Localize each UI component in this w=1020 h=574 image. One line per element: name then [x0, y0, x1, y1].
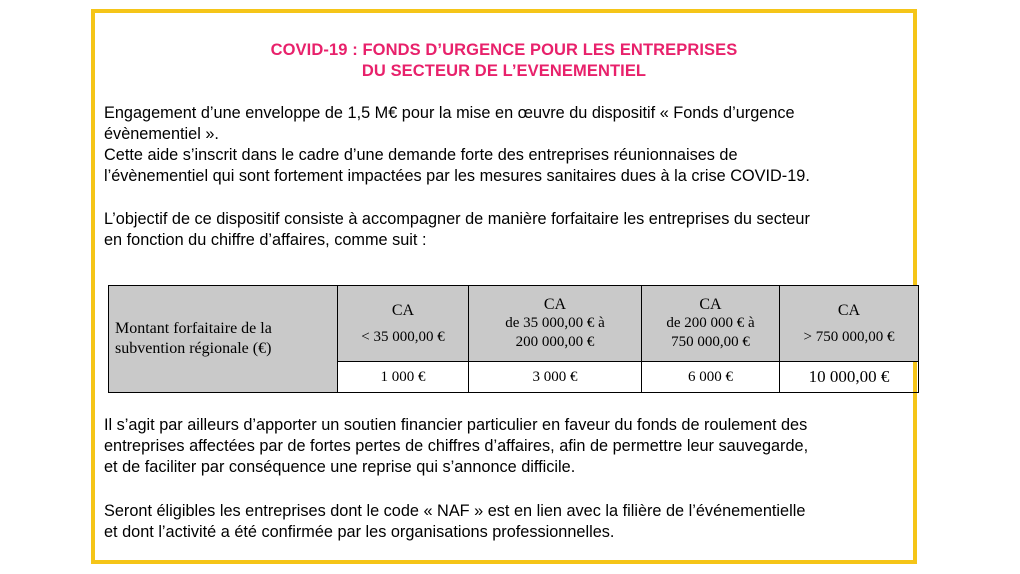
row-label-cell	[109, 286, 338, 393]
ca-label: CA	[543, 296, 567, 313]
range-label: de 35 000,00 € à	[505, 315, 605, 331]
text-line: Engagement d’une enveloppe de 1,5 M€ pour la mise en œuvre du dispositif « Fonds d’urgence	[104, 104, 795, 122]
text-line: entreprises affectées par de fortes pertes de chiffres d’affaires, afin de permettre leur sauvegarde,	[104, 437, 809, 455]
paragraph-engagement	[104, 103, 911, 187]
table-header-row	[109, 286, 919, 362]
range-label: < 35 000,00 €	[361, 328, 445, 345]
document-frame	[91, 9, 917, 564]
text-line: en fonction du chiffre d’affaires, comme suit :	[104, 231, 427, 249]
value-cell-2: 3 000 €	[469, 362, 642, 393]
text-line: évènementiel ».	[104, 125, 219, 143]
text-line: L’objectif de ce dispositif consiste à accompagner de manière forfaitaire les entreprises du secteur	[104, 210, 810, 228]
range-label: 200 000,00 €	[515, 334, 595, 350]
document-title	[95, 40, 913, 82]
header-cell-2	[469, 286, 642, 362]
paragraph-eligibility	[104, 501, 911, 543]
header-cell-3	[642, 286, 780, 362]
subsidy-table	[108, 285, 919, 393]
text-line: Il s’agit par ailleurs d’apporter un soutien financier particulier en faveur du fonds de roulement des	[104, 416, 808, 434]
text-line: et de faciliter par conséquence une reprise qui s’annonce difficile.	[104, 458, 576, 476]
value-cell-4: 10 000,00 €	[780, 362, 919, 393]
paragraph-objective	[104, 209, 911, 251]
text-line: Seront éligibles les entreprises dont le code « NAF » est en lien avec la filière de l’événementielle	[104, 502, 806, 520]
range-label: 750 000,00 €	[671, 334, 750, 350]
ca-label: CA	[699, 296, 722, 313]
text-line: l’évènementiel qui sont fortement impactées par les mesures sanitaires dues à la crise COVID-19.	[104, 167, 810, 185]
title-line-2: DU SECTEUR DE L’EVENEMENTIEL	[361, 62, 647, 80]
ca-label: CA	[391, 301, 415, 319]
text-line: et dont l’activité a été confirmée par les organisations professionnelles.	[104, 523, 615, 541]
range-label: de 200 000 € à	[666, 315, 755, 331]
paragraph-support	[104, 415, 911, 478]
ca-label: CA	[837, 301, 861, 319]
row-label: Montant forfaitaire de la subvention régionale (€)	[115, 320, 272, 357]
value-cell-1: 1 000 €	[338, 362, 469, 393]
title-line-1: COVID-19 : FONDS D’URGENCE POUR LES ENTREPRISES	[270, 41, 738, 59]
header-cell-4	[780, 286, 919, 362]
text-line: Cette aide s’inscrit dans le cadre d’une demande forte des entreprises réunionnaises de	[104, 146, 738, 164]
range-label: > 750 000,00 €	[803, 328, 895, 345]
value-cell-3: 6 000 €	[642, 362, 780, 393]
header-cell-1	[338, 286, 469, 362]
